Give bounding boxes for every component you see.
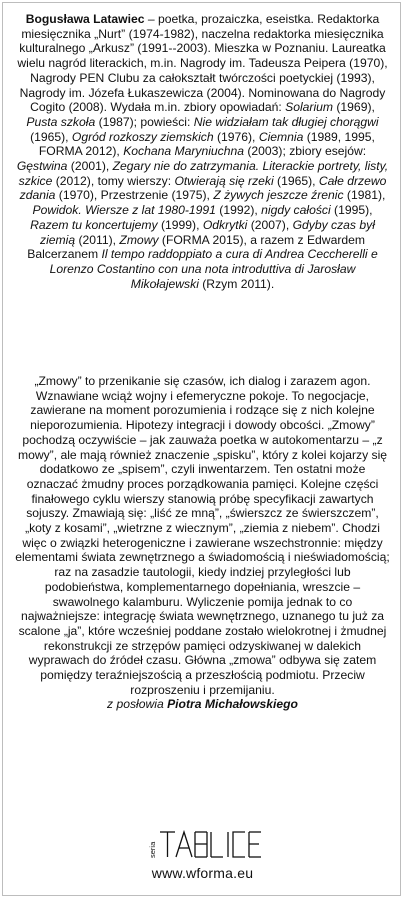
bio-text: (1999),: [157, 217, 203, 232]
book-title: Gęstwina: [16, 159, 68, 174]
bio-text: (1987); powieści:: [95, 114, 194, 129]
source-prefix: z posłowia: [107, 697, 168, 712]
bio-text: (1970), Przestrzenie (1975),: [55, 188, 214, 203]
bio-text: (1976),: [213, 129, 259, 144]
bio-text: – poetka, prozaiczka, eseistka. Redaktorka miesięcznika „Nurt” (1974-1982), naczelna redaktorka miesięcznika kulturalnego „Arkusz” (1991--2003). Mieszka w Poznaniu. Laureatka wielu nagród literackich, m.in. Nagrody im. Tadeusza Peipera (1970), Nagrody PEN Clubu za całokształt twórczości poetyckiej (1993), Nagrody im. Józefa Łukaszewicza (2004). Nominowana do Nagrody Cogito (2008). Wydała m.in. zbiory opowiadań:: [17, 12, 388, 115]
bio-text: (1969),: [333, 100, 375, 115]
bio-text: (2001),: [67, 159, 113, 174]
series-logo: [0, 822, 405, 862]
author-name: Bogusława Latawiec: [25, 12, 145, 26]
source-author: Piotra Michałowskiego: [167, 697, 298, 712]
bio-text: (2011),: [75, 232, 120, 247]
book-title: Otwierają się rzeki: [174, 173, 274, 188]
bio-text: (1995),: [330, 203, 373, 218]
afterword-excerpt: [14, 374, 391, 712]
book-title: Solarium: [285, 100, 334, 115]
book-title: Nie widziałam tak długiej chorągwi: [193, 114, 379, 129]
book-title: Pusta szkoła: [26, 114, 96, 129]
bio-text: (Rzym 2011).: [198, 276, 275, 291]
bio-text: (FORMA 2015), a razem z Edwardem Balcerzanem: [27, 232, 365, 262]
series-prefix: seria: [148, 841, 157, 858]
book-title: Odkrytki: [202, 217, 248, 232]
book-title: Kochana Maryniuchna: [123, 144, 244, 159]
series-name: TABLICE: [1, 823, 6, 824]
book-title: Zmowy: [119, 232, 159, 247]
bio-text: (1965),: [273, 173, 319, 188]
bio-text: (2007),: [247, 217, 293, 232]
afterword-source: [14, 697, 391, 712]
bio-text: (1989, 1995, FORMA 2012),: [38, 129, 375, 159]
author-biography: [14, 12, 391, 291]
bio-text: (2003); zbiory esejów:: [244, 144, 367, 159]
bio-text: (1981),: [343, 188, 386, 203]
book-title: Razem tu koncertujemy: [30, 217, 158, 232]
book-title: Powidok. Wiersze z lat 1980-1991: [32, 203, 216, 218]
bio-text: (1992),: [215, 203, 262, 218]
book-title: Ogród rozkoszy ziemskich: [71, 129, 214, 144]
publisher-website[interactable]: www.wforma.eu: [151, 865, 254, 881]
bio-text: (1965),: [30, 129, 72, 144]
book-title: Il tempo raddoppiato a cura di Andrea Ceccherelli e Lorenzo Costantino con una nota introduttiva di Jarosław Mikołajewski: [49, 247, 378, 291]
book-title: Ciemnia: [258, 129, 304, 144]
book-title: Gdyby czas był ziemią: [40, 217, 375, 247]
book-title: Całe drzewo zdania: [19, 173, 387, 203]
book-title: Zegary nie do zatrzymania. Literackie portrety, listy, szkice: [18, 159, 389, 188]
book-title: nigdy całości: [261, 203, 331, 218]
bio-text: (2012), tomy wierszy:: [52, 173, 175, 188]
afterword-text: „Zmowy” to przenikanie się czasów, ich dialog i zarazem agon. Wznawiane wciąż wojny i efemeryczne pokoje. To negocjacje, zawierane na moment porozumienia i rodzące się z nich kolejne nieporozumienia. Hipotezy integracji i dowody obcości. „Zmowy” pochodzą oczywiście – jak zauważa poetka w autokomentarzu – „z mowy”, ale mają również znaczenie „spisku”, który z kolei kojarzy się dodatkowo ze „spisem”, czyli inwentarzem. Ten ostatni może oznaczać żmudny proces porządkowania pamięci. Kolejne części finałowego cyklu wierszy stanowią próbę specyfikacji zawartych sojuszy. Zmawiają się: „liść ze mną”, „świerszcz ze świerszczem”, „koty z kosami”, „wietrzne z wiecznym”, „ziemia z niebem”. Chodzi więc o związki heterogeniczne i zawierane wszechstronnie: między elementami świata zewnętrznego a świadomością i nieświadomością; raz na zasadzie tautologii, kiedy indziej przyległości lub podobieństwa, komplementarnego dopełniania, wreszcie – swawolnego kalamburu. Wyliczenie pomija jednak to co najważniejsze: integrację świata wewnętrznego, uznanego tu już za scalone „ja”, które wcześniej poddane zostało wielokrotnej i żmudnej rekonstrukcji ze strzępów pamięci odzyskiwanej w dalekich wyprawach do źródeł czasu. Główna „zmowa” odbywa się zatem pomiędzy teraźniejszością a przeszłością podmiotu. Przeciw rozproszeniu i przemijaniu.: [15, 374, 390, 697]
book-title: Z żywych jeszcze źrenic: [213, 188, 344, 203]
series-name-letters: [160, 832, 261, 857]
